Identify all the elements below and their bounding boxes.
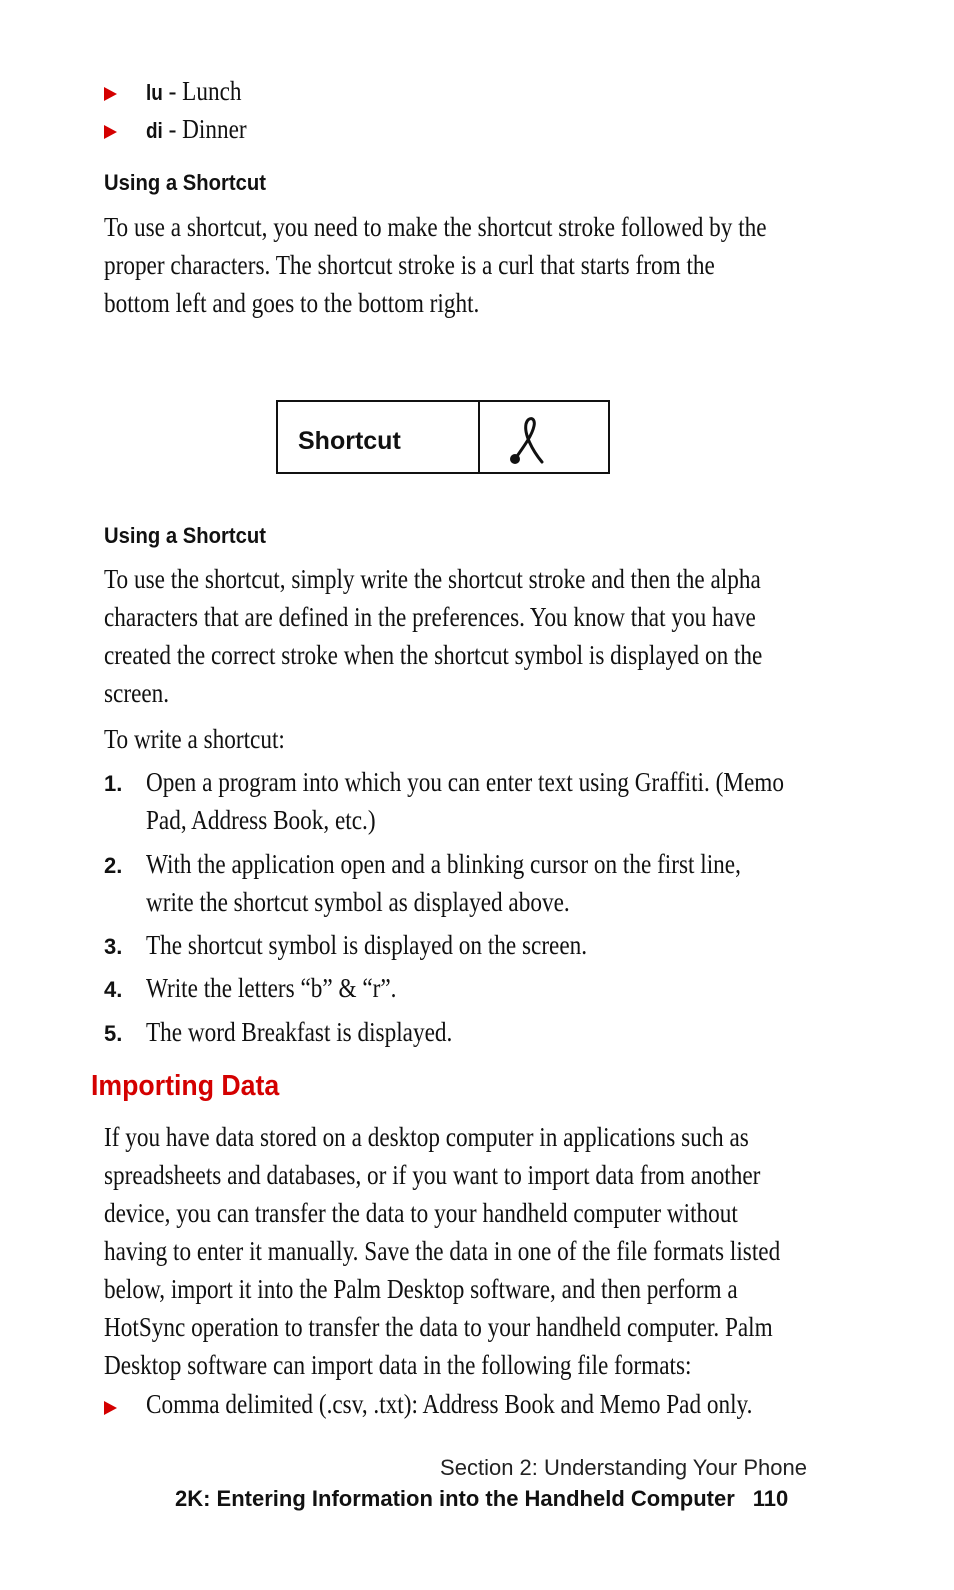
bullet-arrow-icon — [104, 87, 117, 101]
shortcut-meaning: - Dinner — [162, 114, 247, 144]
step-number: 3. — [104, 934, 123, 959]
paragraph-line: below, import it into the Palm Desktop software, and then perform a — [104, 1274, 738, 1304]
step-text — [146, 845, 741, 921]
figure-label: Shortcut — [298, 427, 401, 455]
paragraph-line: having to enter it manually. Save the data in one of the file formats listed — [104, 1236, 781, 1266]
paragraph-line: screen. — [104, 678, 170, 708]
shortcut-stroke-icon — [508, 414, 548, 466]
step-text — [146, 763, 784, 839]
shortcut-meaning: - Lunch — [162, 76, 242, 106]
page-number: 110 — [752, 1486, 789, 1511]
step-number: 1. — [104, 771, 123, 796]
format-item: Comma delimited (.csv, .txt): Address Book and Memo Pad only. — [146, 1389, 753, 1419]
step-line: Open a program into which you can enter text using Graffiti. (Memo — [146, 767, 784, 797]
paragraph-line: spreadsheets and databases, or if you want to import data from another — [104, 1160, 761, 1190]
paragraph-line: bottom left and goes to the bottom right. — [104, 288, 480, 318]
shortcut-keyword: lu — [146, 80, 163, 105]
steps-intro: To write a shortcut: — [104, 724, 285, 754]
footer-chapter-line — [175, 1486, 788, 1512]
step-number: 2. — [104, 853, 123, 878]
shortcut-keyword: di — [146, 118, 163, 143]
paragraph-line: To use the shortcut, simply write the shortcut stroke and then the alpha — [104, 564, 761, 594]
step-number: 5. — [104, 1021, 123, 1046]
figure-divider — [478, 402, 480, 472]
step-number: 4. — [104, 977, 123, 1002]
step-line: write the shortcut symbol as displayed above. — [146, 887, 570, 917]
step-line: The word Breakfast is displayed. — [146, 1017, 453, 1047]
paragraph — [104, 560, 762, 712]
paragraph-line: proper characters. The shortcut stroke is a curl that starts from the — [104, 250, 715, 280]
step-text — [146, 926, 587, 964]
paragraph — [104, 208, 767, 322]
paragraph — [104, 1118, 780, 1384]
step-line: The shortcut symbol is displayed on the screen. — [146, 930, 588, 960]
section-heading: Using a Shortcut — [104, 523, 266, 548]
step-line: With the application open and a blinking cursor on the first line, — [146, 849, 741, 879]
paragraph-line: HotSync operation to transfer the data to your handheld computer. Palm — [104, 1312, 773, 1342]
section-heading: Using a Shortcut — [104, 170, 266, 195]
bullet-arrow-icon — [104, 125, 117, 139]
paragraph-line: To use a shortcut, you need to make the shortcut stroke followed by the — [104, 212, 767, 242]
footer-section: Section 2: Understanding Your Phone — [440, 1455, 807, 1480]
step-text — [146, 1013, 452, 1051]
bullet-arrow-icon — [104, 1401, 117, 1415]
paragraph-line: Desktop software can import data in the following file formats: — [104, 1350, 692, 1380]
paragraph-line: characters that are defined in the preferences. You know that you have — [104, 602, 756, 632]
paragraph-line: If you have data stored on a desktop computer in applications such as — [104, 1122, 749, 1152]
step-line: Write the letters “b” & “r”. — [146, 973, 397, 1003]
paragraph-line: device, you can transfer the data to your handheld computer without — [104, 1198, 738, 1228]
step-text — [146, 969, 396, 1007]
step-line: Pad, Address Book, etc.) — [146, 805, 376, 835]
paragraph-line: created the correct stroke when the shortcut symbol is displayed on the — [104, 640, 763, 670]
importing-data-heading: Importing Data — [91, 1070, 280, 1102]
footer-chapter: 2K: Entering Information into the Handheld Computer — [175, 1486, 735, 1511]
shortcut-figure — [276, 400, 610, 474]
